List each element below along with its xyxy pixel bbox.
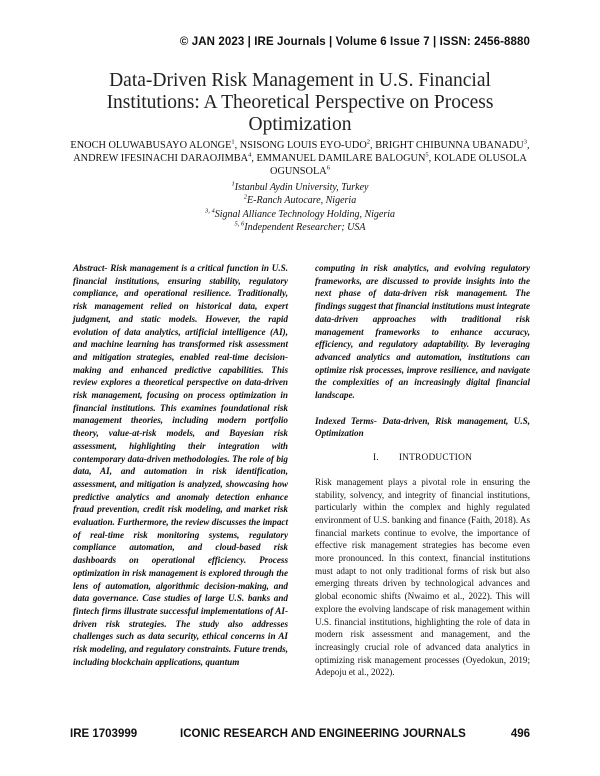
section-heading [315, 452, 530, 465]
author-separator: , [527, 140, 530, 151]
author-separator: , [428, 152, 434, 164]
affiliation-text: Signal Alliance Technology Holding, Nigeria [214, 208, 396, 220]
footer-journal: ICONIC RESEARCH AND ENGINEERING JOURNALS [180, 728, 466, 740]
author-separator: , [251, 152, 257, 164]
author-sup: 3 [523, 138, 527, 146]
page-number: 496 [510, 728, 530, 740]
author-name: KOLADE OLUSOLA OGUNSOLA [270, 152, 527, 177]
section-number: I. [372, 453, 379, 464]
author-name: BRIGHT CHIBUNNA UBANADU [375, 140, 524, 151]
affiliation-sup: 5, 6 [234, 220, 245, 228]
author-name: NSISONG LOUIS EYO-UDO [239, 140, 367, 151]
affiliation [60, 221, 540, 234]
author-sup: 2 [366, 138, 371, 146]
footer-id: IRE 1703999 [70, 728, 138, 740]
author-separator: , [234, 140, 240, 151]
author-name: ANDREW IFESINACHI DARAOJIMBA [73, 152, 249, 164]
author-sup: 4 [248, 151, 252, 159]
affiliation-sup: 1 [231, 180, 235, 188]
affiliation-sup: 3, 4 [204, 207, 215, 215]
author-sup: 5 [425, 151, 429, 159]
abstract-continued: computing in risk analytics, and evolving regulatory frameworks, are discussed to provide insights into the next phase of data-driven risk management. The findings suggest that financial institutions must integrate data-driven approaches with traditional risk management frameworks to enhance accuracy, efficiency, and regulatory adaptability. By leveraging advanced analytics and automation, institutions can optimize risk processes, improve resilience, and navigate the complexities of an increasingly digital financial landscape. [315, 263, 531, 401]
affiliation [60, 181, 540, 194]
affiliation-text: Independent Researcher; USA [244, 222, 366, 234]
affiliation-list [60, 181, 540, 235]
title-line: Optimization [248, 114, 352, 135]
author-name: EMMANUEL DAMILARE BALOGUN [256, 152, 426, 164]
section-title: INTRODUCTION [398, 453, 473, 464]
right-column [315, 262, 530, 679]
author-sup: 6 [326, 164, 330, 172]
author-separator: , [370, 140, 376, 151]
title-line: Data-Driven Risk Management in U.S. Financial [109, 70, 491, 91]
journal-header: © JAN 2023 | IRE Journals | Volume 6 Issue 7 | ISSN: 2456-8880 [179, 36, 530, 48]
affiliation-text: E-Ranch Autocare, Nigeria [247, 195, 357, 207]
introduction-body: Risk management plays a pivotal role in ensuring the stability, solvency, and integrity of financial institutions, particularly within the complex and highly regulated environment of U.S. banking and finance (Faith, 2018). As financial markets continue to evolve, the importance of effective risk management strategies has become even more pronounced. In this context, financial institutions must adapt to not only traditional forms of risk but also emerging threats driven by technological advances and global economic shifts (Nwaimo et al., 2022). This will explore the evolving landscape of risk management within U.S. financial institutions, highlighting the role of data in modern risk assessment and management, and the increasingly crucial role of advanced data analytics in optimizing risk management processes (Oyedokun, 2019; Adepoju et al., 2022). [315, 476, 530, 678]
author-sup: 1 [231, 138, 235, 146]
author-list [60, 140, 540, 178]
affiliation-sup: 2 [243, 194, 248, 202]
left-column [73, 262, 288, 669]
affiliation [60, 208, 540, 221]
paper-title [60, 70, 540, 136]
author-name: ENOCH OLUWABUSAYO ALONGE [70, 140, 232, 151]
index-terms: Indexed Terms- Data-driven, Risk management, U.S, Optimization [315, 415, 530, 439]
affiliation-text: Istanbul Aydin University, Turkey [234, 182, 369, 193]
affiliation [60, 194, 540, 207]
abstract-text: Abstract- Risk management is a critical function in U.S. financial institutions, ensuring stability, regulatory compliance, and operational resilience. Traditionally, risk management relied on historical data, expert judgment, and static models. However, the rapid evolution of data analytics, artificial intelligence (AI), and machine learning has transformed risk assessment and mitigation strategies, enabled real-time decision-making and enhanced predictive capabilities. This review explores a theoretical perspective on data-driven risk management, focusing on process optimization in financial institutions. This examines foundational risk management theories, including modern portfolio theory, value-at-risk models, and Bayesian risk assessment, highlighting their integration with contemporary data-driven methodologies. The role of big data, AI, and automation in risk identification, assessment, and mitigation is analyzed, showcasing how predictive analytics and anomaly detection enhance fraud prevention, credit risk modeling, and market risk evaluation. Furthermore, the review discusses the impact of real-time risk monitoring systems, regulatory compliance automation, and cloud-based risk dashboards on operational efficiency. Process optimization in risk management is explored through the lens of automation, algorithmic decision-making, and data governance. Case studies of large U.S. banks and fintech firms illustrate successful implementations of AI-driven risk strategies. The study also addresses challenges such as data security, ethical concerns in AI risk modeling, and regulatory constraints. Future trends, including blockchain applications, quantum [73, 263, 288, 667]
title-line: Institutions: A Theoretical Perspective on Process [106, 92, 494, 113]
